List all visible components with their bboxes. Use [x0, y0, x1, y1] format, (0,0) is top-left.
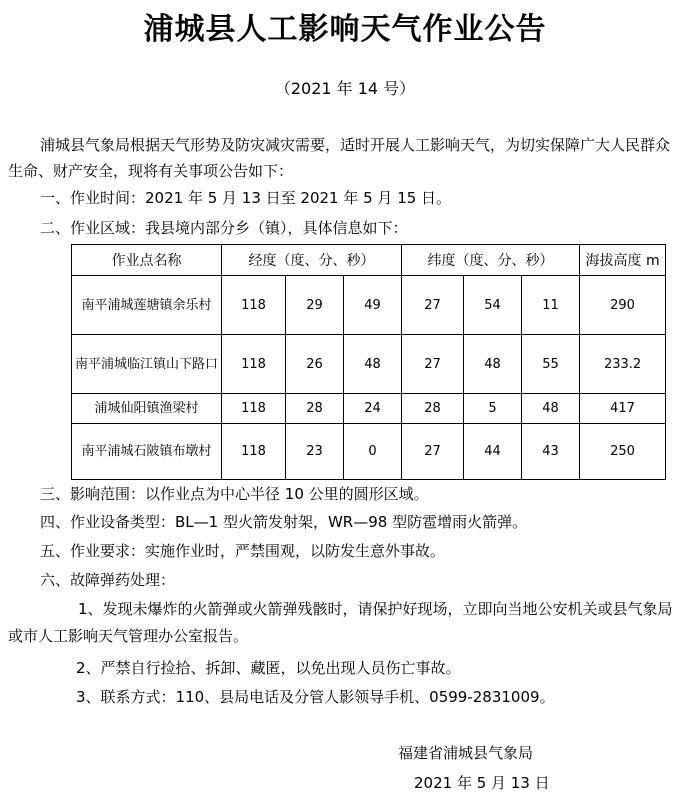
- altitude-cell: 233.2: [580, 335, 666, 394]
- longitude-degree-cell: 118: [222, 276, 286, 335]
- latitude-second-cell: 48: [522, 394, 580, 424]
- item-faulty-ammo-handling: 六、故障弹药处理：: [40, 571, 176, 589]
- item-operation-requirements: 五、作业要求：实施作业时，严禁围观，以防发生意外事故。: [40, 542, 446, 560]
- longitude-minute-cell: 26: [286, 335, 344, 394]
- altitude-cell: 417: [580, 394, 666, 424]
- table-row: [72, 276, 666, 335]
- table-row: [72, 394, 666, 424]
- table-row: [72, 335, 666, 394]
- longitude-minute-cell: 23: [286, 424, 344, 480]
- longitude-second-cell: 48: [344, 335, 402, 394]
- sub-item-contact: 3、联系方式：110、县局电话及分管人影领导手机、0599-2831009。: [76, 688, 555, 706]
- table-row: [72, 424, 666, 480]
- signature-organization: 福建省浦城县气象局: [398, 744, 534, 762]
- sub-item-no-tampering: 2、严禁自行捡拾、拆卸、藏匿，以免出现人员伤亡事故。: [76, 659, 461, 677]
- latitude-degree-cell: 28: [402, 394, 464, 424]
- item-operation-time: 一、作业时间：2021 年 5 月 13 日至 2021 年 5 月 15 日。: [40, 189, 452, 207]
- longitude-second-cell: 49: [344, 276, 402, 335]
- item-operation-area: 二、作业区域：我县境内部分乡（镇），具体信息如下：: [40, 219, 408, 237]
- site-name-cell: 南平浦城莲塘镇余乐村: [72, 276, 222, 335]
- altitude-cell: 250: [580, 424, 666, 480]
- header-site-name: 作业点名称: [72, 245, 222, 276]
- latitude-second-cell: 43: [522, 424, 580, 480]
- latitude-degree-cell: 27: [402, 424, 464, 480]
- altitude-cell: 290: [580, 276, 666, 335]
- longitude-minute-cell: 29: [286, 276, 344, 335]
- longitude-degree-cell: 118: [222, 335, 286, 394]
- item-equipment-type: 四、作业设备类型：BL—1 型火箭发射架，WR—98 型防雹增雨火箭弹。: [40, 513, 528, 531]
- header-longitude: 经度（度、分、秒）: [222, 245, 402, 276]
- item-impact-range: 三、影响范围：以作业点为中心半径 10 公里的圆形区域。: [40, 485, 429, 503]
- latitude-second-cell: 11: [522, 276, 580, 335]
- latitude-degree-cell: 27: [402, 276, 464, 335]
- latitude-minute-cell: 54: [464, 276, 522, 335]
- table-header-row: [72, 245, 666, 276]
- signature-date: 2021 年 5 月 13 日: [414, 774, 550, 792]
- header-altitude: 海拔高度 m: [580, 245, 666, 276]
- issue-number: （2021 年 14 号）: [274, 79, 416, 98]
- header-latitude: 纬度（度、分、秒）: [402, 245, 580, 276]
- site-name-cell: 南平浦城临江镇山下路口: [72, 335, 222, 394]
- intro-paragraph: 浦城县气象局根据天气形势及防灾减灾需要，适时开展人工影响天气，为切实保障广大人民群众生命、财产安全，现将有关事项公告如下：: [8, 136, 671, 180]
- longitude-second-cell: 24: [344, 394, 402, 424]
- longitude-minute-cell: 28: [286, 394, 344, 424]
- latitude-minute-cell: 5: [464, 394, 522, 424]
- site-name-cell: 浦城仙阳镇渔梁村: [72, 394, 222, 424]
- longitude-second-cell: 0: [344, 424, 402, 480]
- longitude-degree-cell: 118: [222, 424, 286, 480]
- latitude-degree-cell: 27: [402, 335, 464, 394]
- site-name-cell: 南平浦城石陂镇布墩村: [72, 424, 222, 480]
- longitude-degree-cell: 118: [222, 394, 286, 424]
- sub-item-report-unexploded: 1、发现未爆炸的火箭弹或火箭弹残骸时，请保护好现场，立即向当地公安机关或县气象局或市人工影响天气管理办公室报告。: [8, 600, 673, 645]
- latitude-second-cell: 55: [522, 335, 580, 394]
- latitude-minute-cell: 48: [464, 335, 522, 394]
- latitude-minute-cell: 44: [464, 424, 522, 480]
- operation-sites-table: [71, 244, 666, 480]
- page-title: 浦城县人工影响天气作业公告: [143, 12, 547, 47]
